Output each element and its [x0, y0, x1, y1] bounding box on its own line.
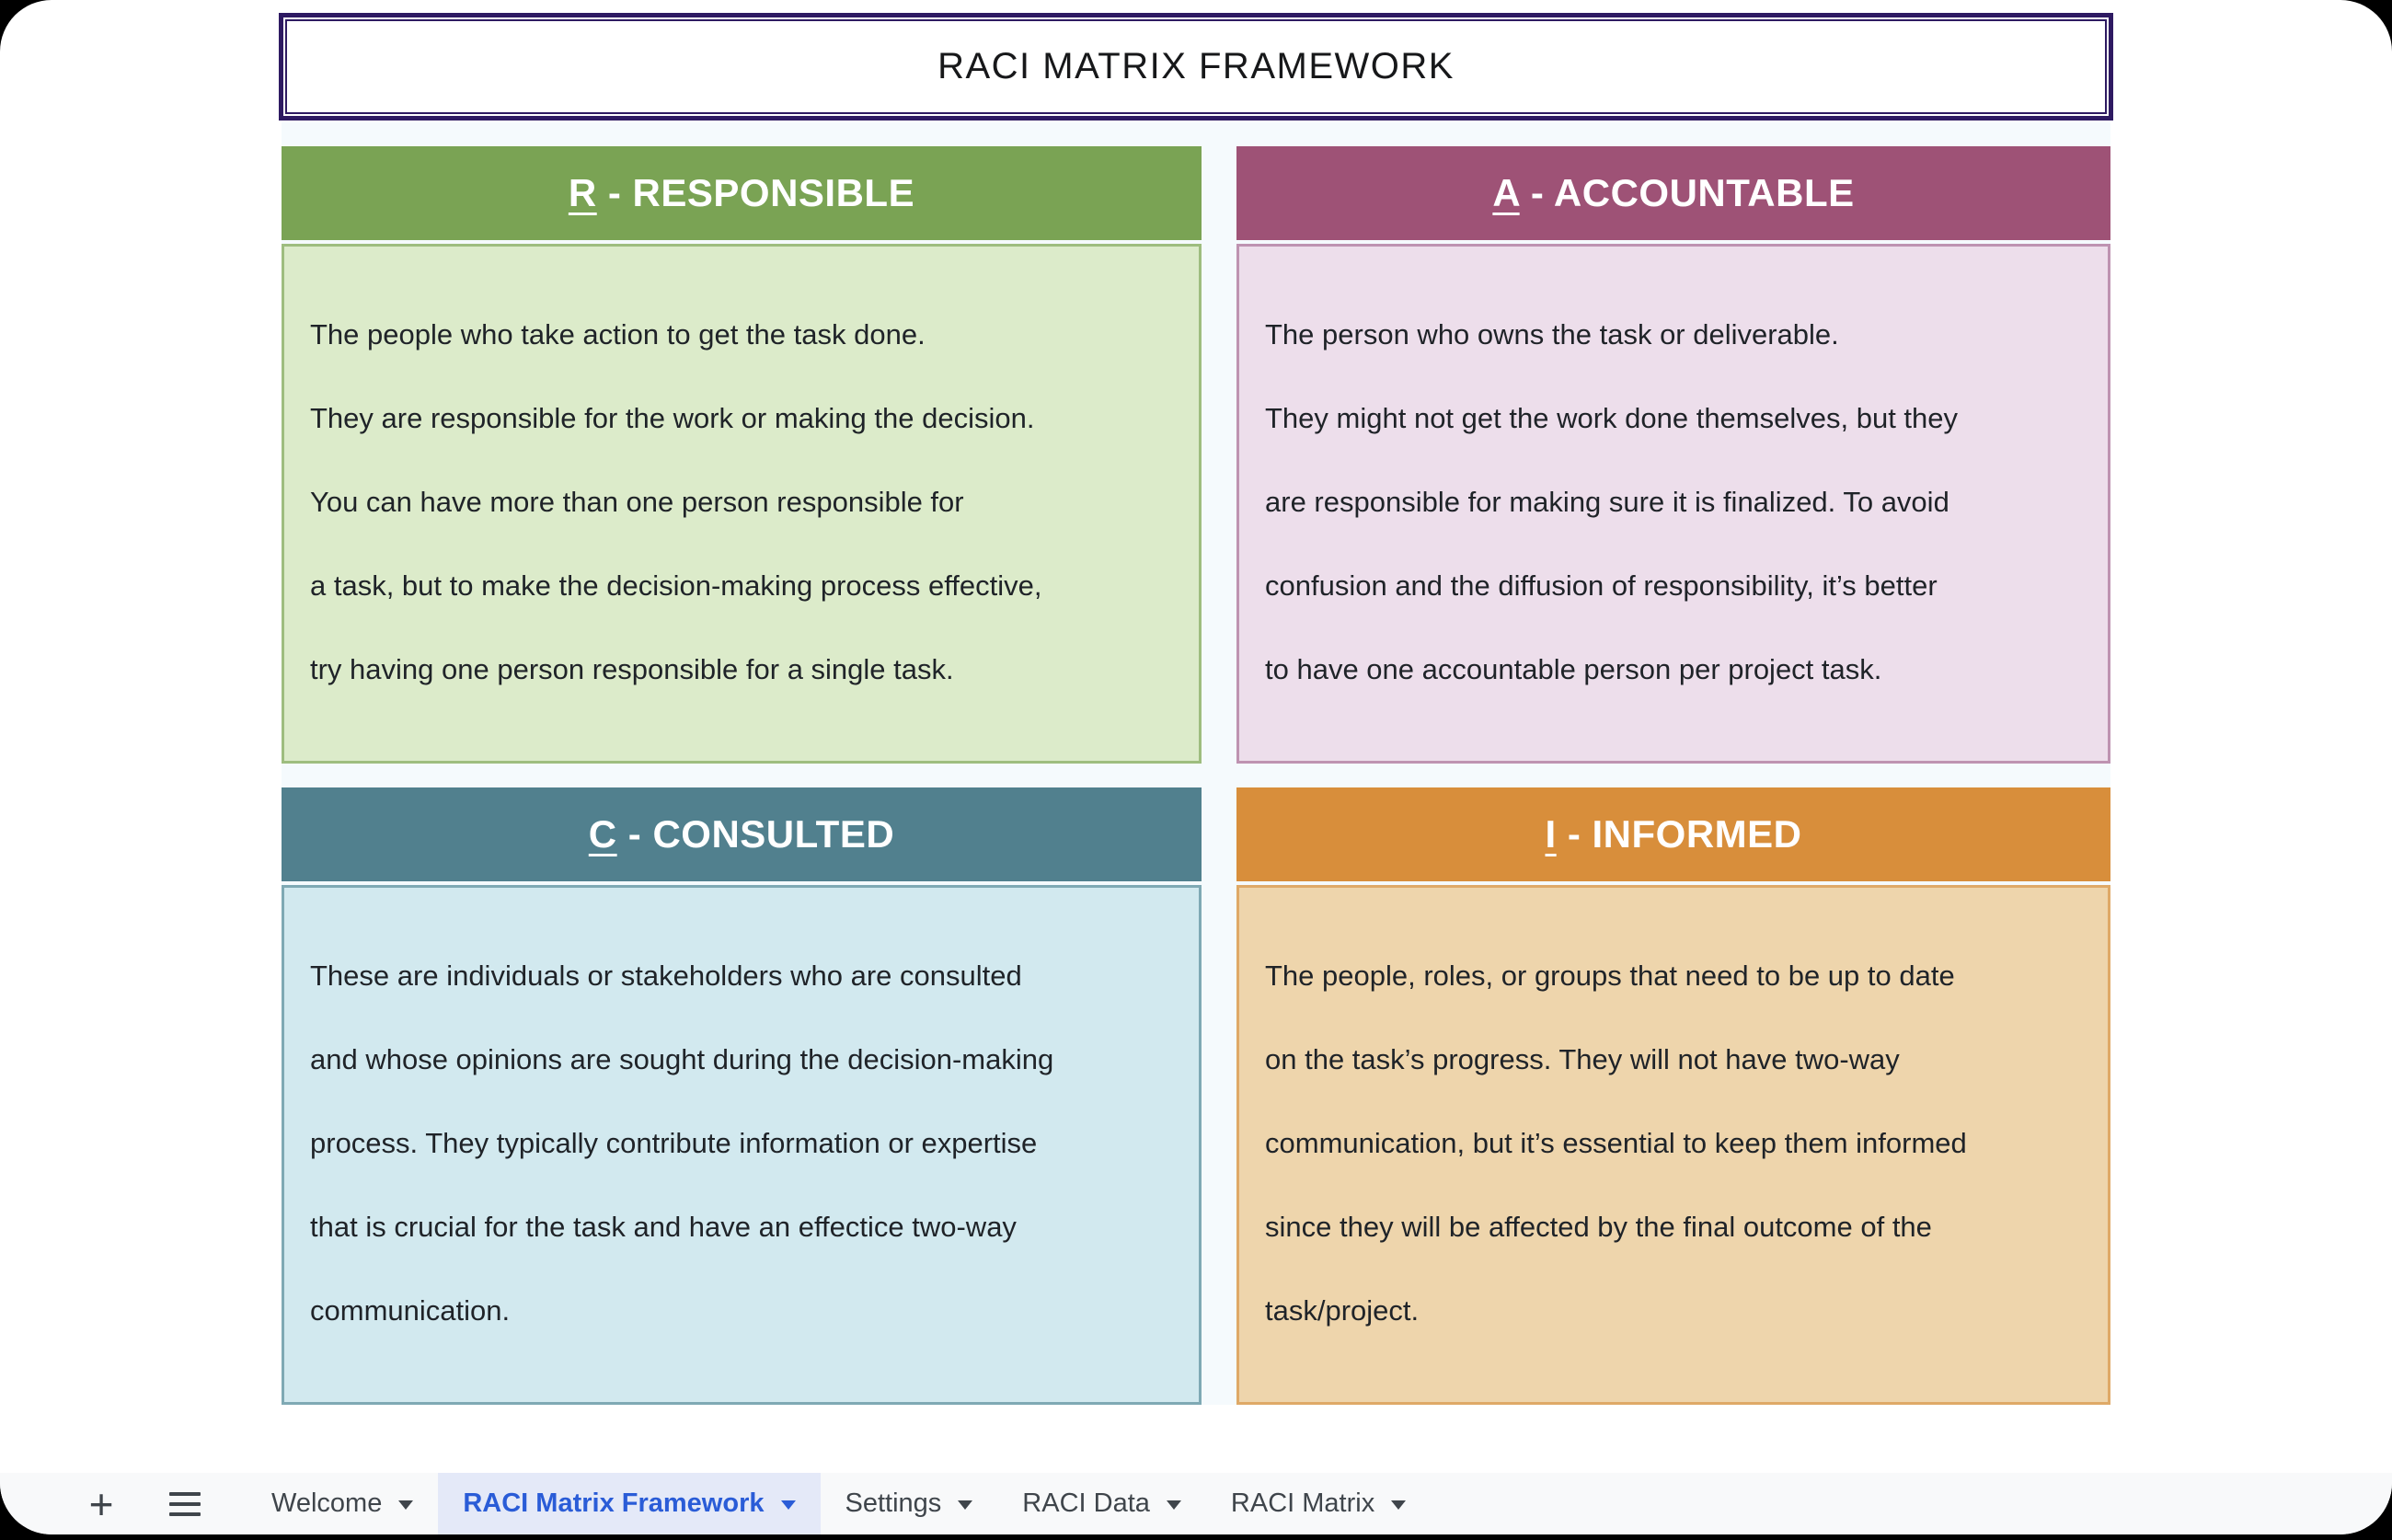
tab-welcome[interactable] [247, 1473, 438, 1534]
informed-header [1236, 787, 2110, 881]
tab-raci-matrix-label: RACI Matrix [1230, 1488, 1375, 1518]
tab-raci-matrix[interactable] [1206, 1473, 1431, 1534]
informed-line: on the task’s progress. They will not have two-way [1265, 1042, 1900, 1075]
quadrant-responsible [282, 146, 1202, 764]
chevron-down-icon[interactable] [398, 1500, 413, 1510]
tab-welcome-label: Welcome [271, 1488, 383, 1518]
responsible-line: try having one person responsible for a single task. [310, 652, 954, 685]
quadrant-grid-wrap [282, 122, 2110, 1405]
page-title: RACI MATRIX FRAMEWORK [937, 46, 1455, 86]
tab-raci-matrix-framework-label: RACI Matrix Framework [463, 1488, 765, 1518]
accountable-line: to have one accountable person per project task. [1265, 652, 1882, 685]
tab-settings[interactable] [821, 1473, 998, 1534]
informed-line: The people, roles, or groups that need to be up to date [1265, 959, 1955, 992]
tab-raci-data-label: RACI Data [1022, 1488, 1150, 1518]
consulted-header [282, 787, 1202, 881]
sheet-tab-bar [0, 1473, 2392, 1534]
informed-line: task/project. [1265, 1293, 1420, 1327]
informed-line: communication, but it’s essential to keep them informed [1265, 1126, 1967, 1159]
tab-raci-matrix-framework[interactable] [438, 1473, 820, 1534]
responsible-line: The people who take action to get the task done. [310, 317, 926, 351]
quadrant-accountable [1236, 146, 2110, 764]
accountable-line: They might not get the work done themselves, but they [1265, 401, 1959, 434]
consulted-line: process. They typically contribute information or expertise [310, 1126, 1038, 1159]
tab-raci-data[interactable] [997, 1473, 1206, 1534]
responsible-line: You can have more than one person responsible for [310, 485, 964, 518]
accountable-header [1236, 146, 2110, 240]
informed-body [1236, 885, 2110, 1405]
chevron-down-icon[interactable] [1167, 1500, 1181, 1510]
consulted-line: and whose opinions are sought during the decision-making [310, 1042, 1054, 1075]
consulted-line: These are individuals or stakeholders who are consulted [310, 959, 1022, 992]
chevron-down-icon[interactable] [781, 1500, 796, 1510]
accountable-body [1236, 244, 2110, 764]
responsible-line: They are responsible for the work or making the decision. [310, 401, 1035, 434]
informed-line: since they will be affected by the final outcome of the [1265, 1210, 1932, 1243]
tab-settings-label: Settings [845, 1488, 942, 1518]
title-box [279, 13, 2113, 121]
consulted-header-label: C - CONSULTED [588, 812, 895, 856]
responsible-body [282, 244, 1202, 764]
chevron-down-icon[interactable] [1391, 1500, 1406, 1510]
quadrant-consulted [282, 787, 1202, 1405]
consulted-body [282, 885, 1202, 1405]
chevron-down-icon[interactable] [958, 1500, 972, 1510]
quadrant-informed [1236, 787, 2110, 1405]
informed-header-label: I - INFORMED [1545, 812, 1802, 856]
consulted-line: that is crucial for the task and have an effectice two-way [310, 1210, 1017, 1243]
raci-quadrant-grid [282, 146, 2110, 1405]
responsible-line: a task, but to make the decision-making process effective, [310, 569, 1042, 602]
accountable-line: confusion and the diffusion of responsibility, it’s better [1265, 569, 1938, 602]
all-sheets-menu-icon[interactable] [167, 1486, 202, 1523]
accountable-line: The person who owns the task or deliverable. [1265, 317, 1839, 351]
add-sheet-icon[interactable]: + [88, 1479, 114, 1528]
accountable-line: are responsible for making sure it is finalized. To avoid [1265, 485, 1949, 518]
responsible-header [282, 146, 1202, 240]
responsible-header-label: R - RESPONSIBLE [568, 171, 915, 214]
accountable-header-label: A - ACCOUNTABLE [1492, 171, 1855, 214]
consulted-line: communication. [310, 1293, 511, 1327]
